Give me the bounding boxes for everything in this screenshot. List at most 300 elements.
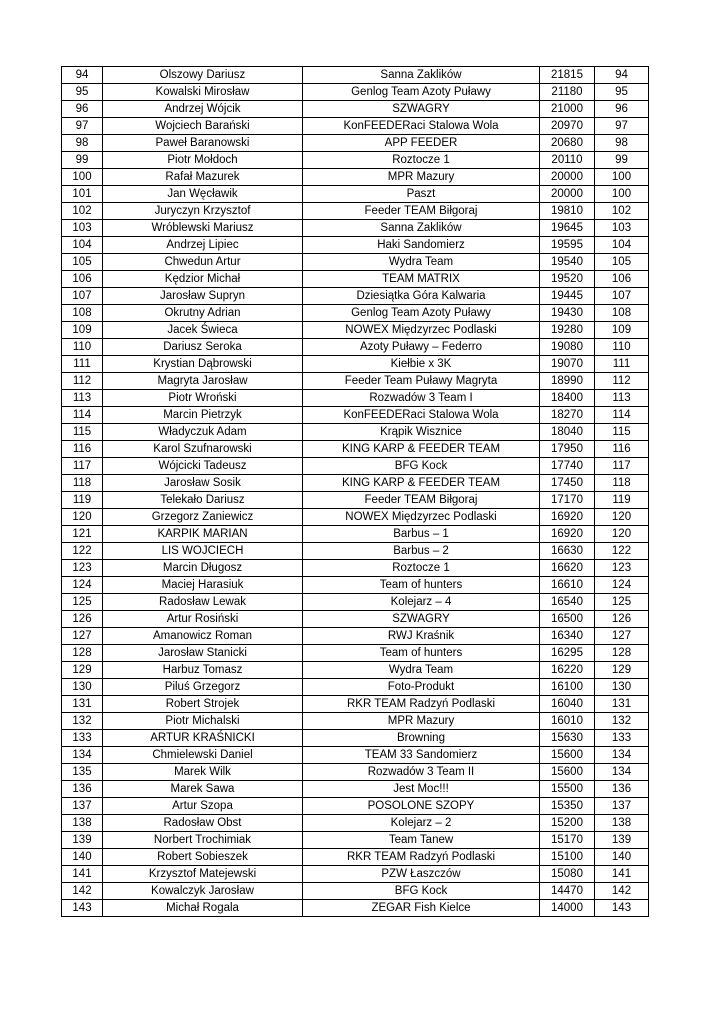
table-row <box>62 747 649 764</box>
team-name-cell: Kiełbie x 3K <box>303 356 540 373</box>
team-name-cell: RKR TEAM Radzyń Podlaski <box>303 696 540 713</box>
score-cell: 21000 <box>540 101 595 118</box>
competitor-name-cell: Norbert Trochimiak <box>103 832 303 849</box>
row-number-cell: 130 <box>62 679 103 696</box>
row-number-cell: 118 <box>62 475 103 492</box>
rank-cell: 126 <box>595 611 649 628</box>
table-row <box>62 220 649 237</box>
row-number-cell: 104 <box>62 237 103 254</box>
table-row <box>62 101 649 118</box>
rank-cell: 134 <box>595 747 649 764</box>
row-number-cell: 141 <box>62 866 103 883</box>
row-number-cell: 139 <box>62 832 103 849</box>
row-number-cell: 109 <box>62 322 103 339</box>
rank-cell: 116 <box>595 441 649 458</box>
table-row <box>62 781 649 798</box>
score-cell: 16500 <box>540 611 595 628</box>
row-number-cell: 111 <box>62 356 103 373</box>
rank-cell: 120 <box>595 526 649 543</box>
team-name-cell: SZWAGRY <box>303 611 540 628</box>
row-number-cell: 107 <box>62 288 103 305</box>
row-number-cell: 138 <box>62 815 103 832</box>
score-cell: 20680 <box>540 135 595 152</box>
team-name-cell: Browning <box>303 730 540 747</box>
team-name-cell: Jest Moc!!! <box>303 781 540 798</box>
table-row <box>62 492 649 509</box>
team-name-cell: Team of hunters <box>303 645 540 662</box>
competitor-name-cell: Robert Strojek <box>103 696 303 713</box>
competitor-name-cell: Piotr Mołdoch <box>103 152 303 169</box>
table-row <box>62 883 649 900</box>
row-number-cell: 126 <box>62 611 103 628</box>
team-name-cell: Roztocze 1 <box>303 560 540 577</box>
rank-cell: 100 <box>595 186 649 203</box>
score-cell: 16100 <box>540 679 595 696</box>
row-number-cell: 105 <box>62 254 103 271</box>
team-name-cell: Kolejarz – 2 <box>303 815 540 832</box>
score-cell: 19430 <box>540 305 595 322</box>
competitor-name-cell: Chwedun Artur <box>103 254 303 271</box>
team-name-cell: Feeder TEAM Biłgoraj <box>303 492 540 509</box>
rank-cell: 124 <box>595 577 649 594</box>
score-cell: 17170 <box>540 492 595 509</box>
score-cell: 17740 <box>540 458 595 475</box>
rank-cell: 100 <box>595 169 649 186</box>
competitor-name-cell: Radosław Obst <box>103 815 303 832</box>
team-name-cell: MPR Mazury <box>303 713 540 730</box>
score-cell: 15100 <box>540 849 595 866</box>
table-row <box>62 373 649 390</box>
competitor-name-cell: Magryta Jarosław <box>103 373 303 390</box>
table-row <box>62 645 649 662</box>
team-name-cell: Azoty Puławy – Federro <box>303 339 540 356</box>
row-number-cell: 135 <box>62 764 103 781</box>
table-row <box>62 458 649 475</box>
rank-cell: 108 <box>595 305 649 322</box>
team-name-cell: Feeder Team Puławy Magryta <box>303 373 540 390</box>
competitor-name-cell: Marek Wilk <box>103 764 303 781</box>
row-number-cell: 103 <box>62 220 103 237</box>
table-row <box>62 441 649 458</box>
score-cell: 16295 <box>540 645 595 662</box>
row-number-cell: 120 <box>62 509 103 526</box>
rank-cell: 95 <box>595 84 649 101</box>
score-cell: 19810 <box>540 203 595 220</box>
score-cell: 16920 <box>540 526 595 543</box>
rank-cell: 123 <box>595 560 649 577</box>
table-row <box>62 509 649 526</box>
competitor-name-cell: Michał Rogala <box>103 900 303 917</box>
row-number-cell: 110 <box>62 339 103 356</box>
results-table <box>61 66 649 917</box>
table-row <box>62 356 649 373</box>
team-name-cell: ZEGAR Fish Kielce <box>303 900 540 917</box>
table-row <box>62 135 649 152</box>
competitor-name-cell: Amanowicz Roman <box>103 628 303 645</box>
score-cell: 21180 <box>540 84 595 101</box>
team-name-cell: KING KARP & FEEDER TEAM <box>303 441 540 458</box>
competitor-name-cell: Jarosław Sosik <box>103 475 303 492</box>
row-number-cell: 122 <box>62 543 103 560</box>
rank-cell: 105 <box>595 254 649 271</box>
row-number-cell: 124 <box>62 577 103 594</box>
team-name-cell: Feeder TEAM Biłgoraj <box>303 203 540 220</box>
row-number-cell: 95 <box>62 84 103 101</box>
competitor-name-cell: Robert Sobieszek <box>103 849 303 866</box>
competitor-name-cell: Wojciech Barański <box>103 118 303 135</box>
competitor-name-cell: Wójcicki Tadeusz <box>103 458 303 475</box>
score-cell: 16010 <box>540 713 595 730</box>
table-row <box>62 866 649 883</box>
score-cell: 17950 <box>540 441 595 458</box>
competitor-name-cell: Telekało Dariusz <box>103 492 303 509</box>
competitor-name-cell: Marcin Pietrzyk <box>103 407 303 424</box>
table-row <box>62 543 649 560</box>
row-number-cell: 137 <box>62 798 103 815</box>
score-cell: 16610 <box>540 577 595 594</box>
table-row <box>62 152 649 169</box>
score-cell: 16630 <box>540 543 595 560</box>
team-name-cell: Foto-Produkt <box>303 679 540 696</box>
team-name-cell: KonFEEDERaci Stalowa Wola <box>303 118 540 135</box>
competitor-name-cell: Artur Szopa <box>103 798 303 815</box>
score-cell: 20970 <box>540 118 595 135</box>
row-number-cell: 128 <box>62 645 103 662</box>
row-number-cell: 121 <box>62 526 103 543</box>
score-cell: 19080 <box>540 339 595 356</box>
competitor-name-cell: Grzegorz Zaniewicz <box>103 509 303 526</box>
rank-cell: 115 <box>595 424 649 441</box>
table-row <box>62 577 649 594</box>
rank-cell: 138 <box>595 815 649 832</box>
rank-cell: 137 <box>595 798 649 815</box>
table-row <box>62 271 649 288</box>
score-cell: 18040 <box>540 424 595 441</box>
competitor-name-cell: Andrzej Lipiec <box>103 237 303 254</box>
team-name-cell: Rozwadów 3 Team I <box>303 390 540 407</box>
rank-cell: 113 <box>595 390 649 407</box>
row-number-cell: 100 <box>62 169 103 186</box>
competitor-name-cell: Radosław Lewak <box>103 594 303 611</box>
row-number-cell: 108 <box>62 305 103 322</box>
row-number-cell: 140 <box>62 849 103 866</box>
rank-cell: 133 <box>595 730 649 747</box>
row-number-cell: 127 <box>62 628 103 645</box>
competitor-name-cell: Władyczuk Adam <box>103 424 303 441</box>
competitor-name-cell: Jarosław Supryn <box>103 288 303 305</box>
row-number-cell: 142 <box>62 883 103 900</box>
table-row <box>62 203 649 220</box>
table-row <box>62 815 649 832</box>
team-name-cell: BFG Kock <box>303 458 540 475</box>
competitor-name-cell: Karol Szufnarowski <box>103 441 303 458</box>
team-name-cell: Rozwadów 3 Team II <box>303 764 540 781</box>
score-cell: 16340 <box>540 628 595 645</box>
table-row <box>62 594 649 611</box>
rank-cell: 99 <box>595 152 649 169</box>
competitor-name-cell: Dariusz Seroka <box>103 339 303 356</box>
score-cell: 19280 <box>540 322 595 339</box>
row-number-cell: 102 <box>62 203 103 220</box>
competitor-name-cell: Krystian Dąbrowski <box>103 356 303 373</box>
team-name-cell: Team of hunters <box>303 577 540 594</box>
score-cell: 14470 <box>540 883 595 900</box>
score-cell: 19520 <box>540 271 595 288</box>
table-row <box>62 730 649 747</box>
team-name-cell: Barbus – 1 <box>303 526 540 543</box>
team-name-cell: KING KARP & FEEDER TEAM <box>303 475 540 492</box>
row-number-cell: 101 <box>62 186 103 203</box>
score-cell: 16540 <box>540 594 595 611</box>
competitor-name-cell: Kędzior Michał <box>103 271 303 288</box>
row-number-cell: 106 <box>62 271 103 288</box>
rank-cell: 103 <box>595 220 649 237</box>
team-name-cell: Barbus – 2 <box>303 543 540 560</box>
competitor-name-cell: Marek Sawa <box>103 781 303 798</box>
table-row <box>62 322 649 339</box>
row-number-cell: 123 <box>62 560 103 577</box>
team-name-cell: NOWEX Międzyrzec Podlaski <box>303 509 540 526</box>
competitor-name-cell: Wróblewski Mariusz <box>103 220 303 237</box>
score-cell: 18990 <box>540 373 595 390</box>
team-name-cell: Haki Sandomierz <box>303 237 540 254</box>
table-row <box>62 237 649 254</box>
team-name-cell: Krąpik Wisznice <box>303 424 540 441</box>
rank-cell: 139 <box>595 832 649 849</box>
row-number-cell: 113 <box>62 390 103 407</box>
rank-cell: 140 <box>595 849 649 866</box>
score-cell: 16620 <box>540 560 595 577</box>
table-row <box>62 169 649 186</box>
row-number-cell: 131 <box>62 696 103 713</box>
table-row <box>62 628 649 645</box>
row-number-cell: 96 <box>62 101 103 118</box>
table-row <box>62 679 649 696</box>
row-number-cell: 136 <box>62 781 103 798</box>
rank-cell: 106 <box>595 271 649 288</box>
team-name-cell: APP FEEDER <box>303 135 540 152</box>
team-name-cell: BFG Kock <box>303 883 540 900</box>
rank-cell: 142 <box>595 883 649 900</box>
team-name-cell: Genlog Team Azoty Puławy <box>303 305 540 322</box>
table-row <box>62 849 649 866</box>
rank-cell: 143 <box>595 900 649 917</box>
competitor-name-cell: Paweł Baranowski <box>103 135 303 152</box>
row-number-cell: 133 <box>62 730 103 747</box>
score-cell: 20000 <box>540 186 595 203</box>
rank-cell: 94 <box>595 67 649 84</box>
score-cell: 15170 <box>540 832 595 849</box>
table-row <box>62 118 649 135</box>
team-name-cell: Wydra Team <box>303 254 540 271</box>
team-name-cell: Paszt <box>303 186 540 203</box>
table-row <box>62 611 649 628</box>
score-cell: 18400 <box>540 390 595 407</box>
rank-cell: 96 <box>595 101 649 118</box>
team-name-cell: SZWAGRY <box>303 101 540 118</box>
rank-cell: 97 <box>595 118 649 135</box>
team-name-cell: RWJ Kraśnik <box>303 628 540 645</box>
competitor-name-cell: Chmielewski Daniel <box>103 747 303 764</box>
score-cell: 14000 <box>540 900 595 917</box>
score-cell: 15600 <box>540 764 595 781</box>
team-name-cell: KonFEEDERaci Stalowa Wola <box>303 407 540 424</box>
team-name-cell: Sanna Zaklików <box>303 220 540 237</box>
score-cell: 20000 <box>540 169 595 186</box>
table-row <box>62 696 649 713</box>
row-number-cell: 98 <box>62 135 103 152</box>
rank-cell: 117 <box>595 458 649 475</box>
table-row <box>62 798 649 815</box>
score-cell: 15200 <box>540 815 595 832</box>
row-number-cell: 114 <box>62 407 103 424</box>
table-row <box>62 662 649 679</box>
competitor-name-cell: Juryczyn Krzysztof <box>103 203 303 220</box>
competitor-name-cell: Maciej Harasiuk <box>103 577 303 594</box>
team-name-cell: NOWEX Międzyrzec Podlaski <box>303 322 540 339</box>
rank-cell: 111 <box>595 356 649 373</box>
competitor-name-cell: Olszowy Dariusz <box>103 67 303 84</box>
score-cell: 19540 <box>540 254 595 271</box>
competitor-name-cell: Rafał Mazurek <box>103 169 303 186</box>
team-name-cell: Team Tanew <box>303 832 540 849</box>
rank-cell: 131 <box>595 696 649 713</box>
row-number-cell: 99 <box>62 152 103 169</box>
score-cell: 16920 <box>540 509 595 526</box>
competitor-name-cell: Jacek Świeca <box>103 322 303 339</box>
team-name-cell: POSOLONE SZOPY <box>303 798 540 815</box>
rank-cell: 141 <box>595 866 649 883</box>
row-number-cell: 97 <box>62 118 103 135</box>
team-name-cell: TEAM MATRIX <box>303 271 540 288</box>
team-name-cell: Roztocze 1 <box>303 152 540 169</box>
table-row <box>62 713 649 730</box>
score-cell: 19070 <box>540 356 595 373</box>
rank-cell: 102 <box>595 203 649 220</box>
team-name-cell: TEAM 33 Sandomierz <box>303 747 540 764</box>
score-cell: 15630 <box>540 730 595 747</box>
rank-cell: 114 <box>595 407 649 424</box>
competitor-name-cell: Andrzej Wójcik <box>103 101 303 118</box>
score-cell: 16220 <box>540 662 595 679</box>
team-name-cell: Sanna Zaklików <box>303 67 540 84</box>
table-row <box>62 764 649 781</box>
rank-cell: 112 <box>595 373 649 390</box>
rank-cell: 107 <box>595 288 649 305</box>
competitor-name-cell: Piotr Wroński <box>103 390 303 407</box>
team-name-cell: MPR Mazury <box>303 169 540 186</box>
competitor-name-cell: Jan Węcławik <box>103 186 303 203</box>
row-number-cell: 117 <box>62 458 103 475</box>
team-name-cell: Genlog Team Azoty Puławy <box>303 84 540 101</box>
table-row <box>62 560 649 577</box>
score-cell: 20110 <box>540 152 595 169</box>
competitor-name-cell: ARTUR KRAŚNICKI <box>103 730 303 747</box>
competitor-name-cell: Krzysztof Matejewski <box>103 866 303 883</box>
table-row <box>62 288 649 305</box>
row-number-cell: 116 <box>62 441 103 458</box>
table-row <box>62 832 649 849</box>
table-row <box>62 254 649 271</box>
team-name-cell: PZW Łaszczów <box>303 866 540 883</box>
row-number-cell: 143 <box>62 900 103 917</box>
row-number-cell: 134 <box>62 747 103 764</box>
score-cell: 15600 <box>540 747 595 764</box>
team-name-cell: Dziesiątka Góra Kalwaria <box>303 288 540 305</box>
team-name-cell: Wydra Team <box>303 662 540 679</box>
score-cell: 15080 <box>540 866 595 883</box>
rank-cell: 122 <box>595 543 649 560</box>
table-row <box>62 67 649 84</box>
score-cell: 21815 <box>540 67 595 84</box>
row-number-cell: 125 <box>62 594 103 611</box>
rank-cell: 132 <box>595 713 649 730</box>
competitor-name-cell: Okrutny Adrian <box>103 305 303 322</box>
rank-cell: 125 <box>595 594 649 611</box>
competitor-name-cell: Jarosław Stanicki <box>103 645 303 662</box>
team-name-cell: RKR TEAM Radzyń Podlaski <box>303 849 540 866</box>
row-number-cell: 132 <box>62 713 103 730</box>
row-number-cell: 119 <box>62 492 103 509</box>
competitor-name-cell: Harbuz Tomasz <box>103 662 303 679</box>
results-table-body <box>62 67 649 917</box>
competitor-name-cell: Marcin Długosz <box>103 560 303 577</box>
competitor-name-cell: Piotr Michalski <box>103 713 303 730</box>
competitor-name-cell: Piluś Grzegorz <box>103 679 303 696</box>
table-row <box>62 900 649 917</box>
rank-cell: 110 <box>595 339 649 356</box>
team-name-cell: Kolejarz – 4 <box>303 594 540 611</box>
table-row <box>62 305 649 322</box>
score-cell: 18270 <box>540 407 595 424</box>
competitor-name-cell: Kowalczyk Jarosław <box>103 883 303 900</box>
rank-cell: 109 <box>595 322 649 339</box>
table-row <box>62 390 649 407</box>
rank-cell: 98 <box>595 135 649 152</box>
score-cell: 19445 <box>540 288 595 305</box>
score-cell: 15350 <box>540 798 595 815</box>
score-cell: 19645 <box>540 220 595 237</box>
row-number-cell: 112 <box>62 373 103 390</box>
row-number-cell: 115 <box>62 424 103 441</box>
score-cell: 19595 <box>540 237 595 254</box>
table-row <box>62 407 649 424</box>
rank-cell: 118 <box>595 475 649 492</box>
table-row <box>62 424 649 441</box>
table-row <box>62 186 649 203</box>
rank-cell: 120 <box>595 509 649 526</box>
rank-cell: 130 <box>595 679 649 696</box>
row-number-cell: 129 <box>62 662 103 679</box>
rank-cell: 119 <box>595 492 649 509</box>
score-cell: 16040 <box>540 696 595 713</box>
rank-cell: 127 <box>595 628 649 645</box>
competitor-name-cell: LIS WOJCIECH <box>103 543 303 560</box>
table-row <box>62 526 649 543</box>
table-row <box>62 475 649 492</box>
score-cell: 17450 <box>540 475 595 492</box>
competitor-name-cell: Artur Rosiński <box>103 611 303 628</box>
rank-cell: 136 <box>595 781 649 798</box>
table-row <box>62 84 649 101</box>
rank-cell: 104 <box>595 237 649 254</box>
competitor-name-cell: KARPIK MARIAN <box>103 526 303 543</box>
rank-cell: 128 <box>595 645 649 662</box>
results-page <box>61 66 648 917</box>
rank-cell: 134 <box>595 764 649 781</box>
rank-cell: 129 <box>595 662 649 679</box>
score-cell: 15500 <box>540 781 595 798</box>
